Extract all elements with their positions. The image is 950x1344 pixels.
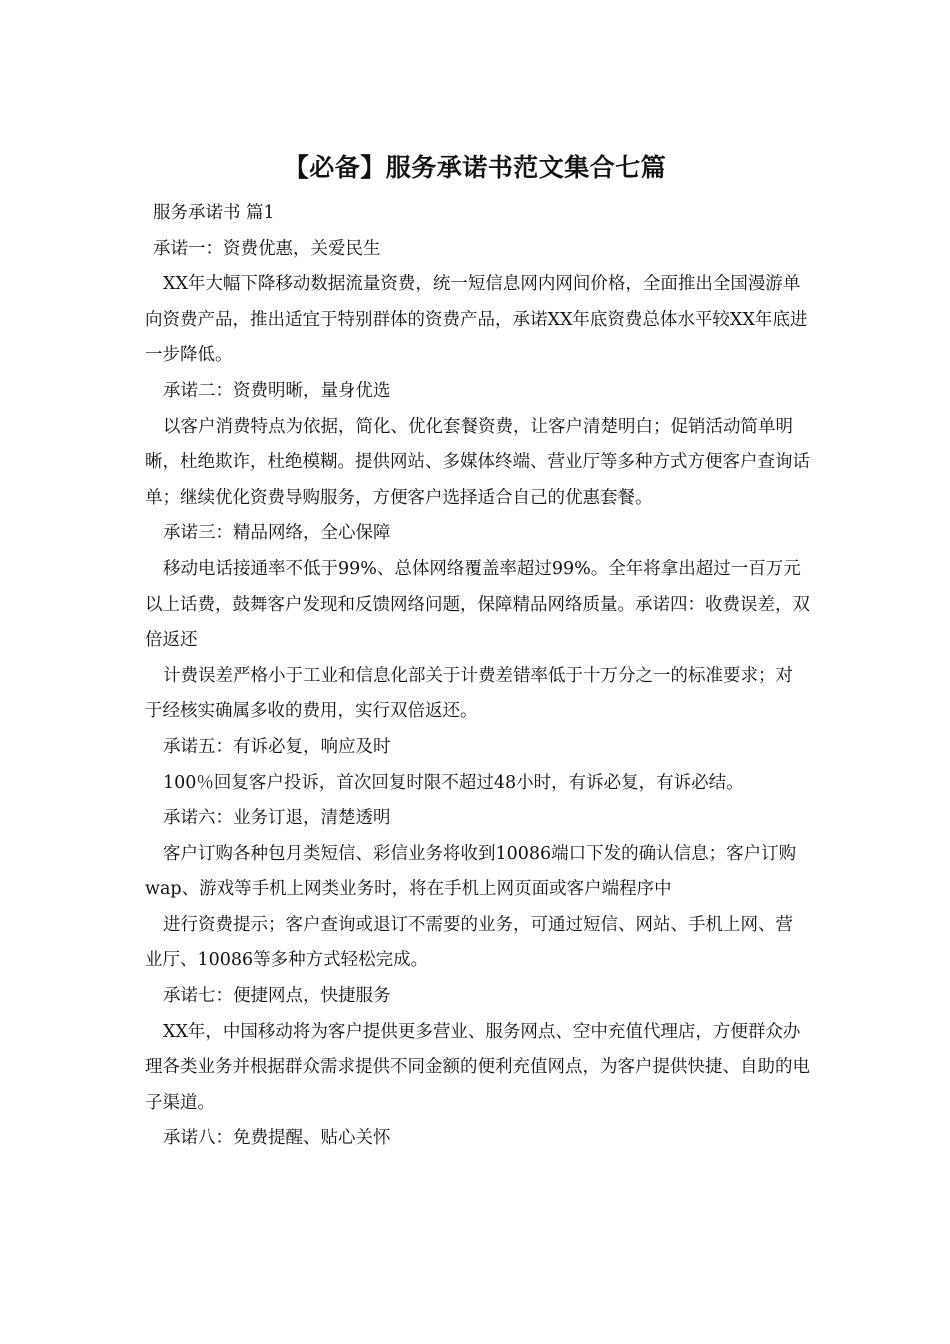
- promise-heading: 承诺三：精品网络，全心保障: [163, 523, 391, 544]
- document-title: 【必备】服务承诺书范文集合七篇: [283, 153, 667, 182]
- promise-heading: 承诺七：便捷网点，快捷服务: [163, 986, 391, 1007]
- promise-heading: 承诺一：资费优惠，关爱民生: [153, 238, 381, 259]
- promise-heading: 承诺八：免费提醒、贴心关怀: [163, 1128, 391, 1149]
- body-paragraph: XX年大幅下降移动数据流量资费，统一短信息网内网间价格，全面推出全国漫游单向资费产品，推出适宜于特别群体的资费产品，承诺XX年底资费总体水平较XX年底进一步降低。: [145, 274, 808, 366]
- body-paragraph: 以客户消费特点为依据，简化、优化套餐资费，让客户清楚明白；促销活动简单明晰，杜绝欺诈，杜绝模糊。提供网站、多媒体终端、营业厅等多种方式方便客户查询话单；继续优化资费导购服务，方便客户选择适合自己的优惠套餐。: [145, 416, 810, 508]
- body-paragraph: 计费误差严格小于工业和信息化部关于计费差错率低于十万分之一的标准要求；对于经核实确属多收的费用，实行双倍返还。: [145, 665, 793, 722]
- document-body: [145, 196, 810, 1157]
- body-paragraph: 进行资费提示；客户查询或退订不需要的业务，可通过短信、网站、手机上网、营业厅、10086等多种方式轻松完成。: [145, 914, 793, 971]
- body-paragraph: 100％回复客户投诉，首次回复时限不超过48小时，有诉必复，有诉必结。: [163, 772, 744, 793]
- promise-heading: 承诺六：业务订退，清楚透明: [163, 808, 391, 829]
- section-heading: 服务承诺书 篇1: [153, 203, 275, 223]
- body-paragraph: 移动电话接通率不低于99%、总体网络覆盖率超过99%。全年将拿出超过一百万元以上话费，鼓舞客户发现和反馈网络问题，保障精品网络质量。承诺四：收费误差，双倍返还: [145, 558, 810, 651]
- body-paragraph: 客户订购各种包月类短信、彩信业务将收到10086端口下发的确认信息；客户订购wap、游戏等手机上网类业务时，将在手机上网页面或客户端程序中: [145, 843, 797, 900]
- promise-heading: 承诺二：资费明晰，量身优选: [163, 380, 391, 401]
- promise-heading: 承诺五：有诉必复，响应及时: [163, 736, 391, 757]
- body-paragraph: XX年，中国移动将为客户提供更多营业、服务网点、空中充值代理店，方便群众办理各类业务并根据群众需求提供不同金额的便利充值网点，为客户提供快捷、自助的电子渠道。: [145, 1021, 810, 1113]
